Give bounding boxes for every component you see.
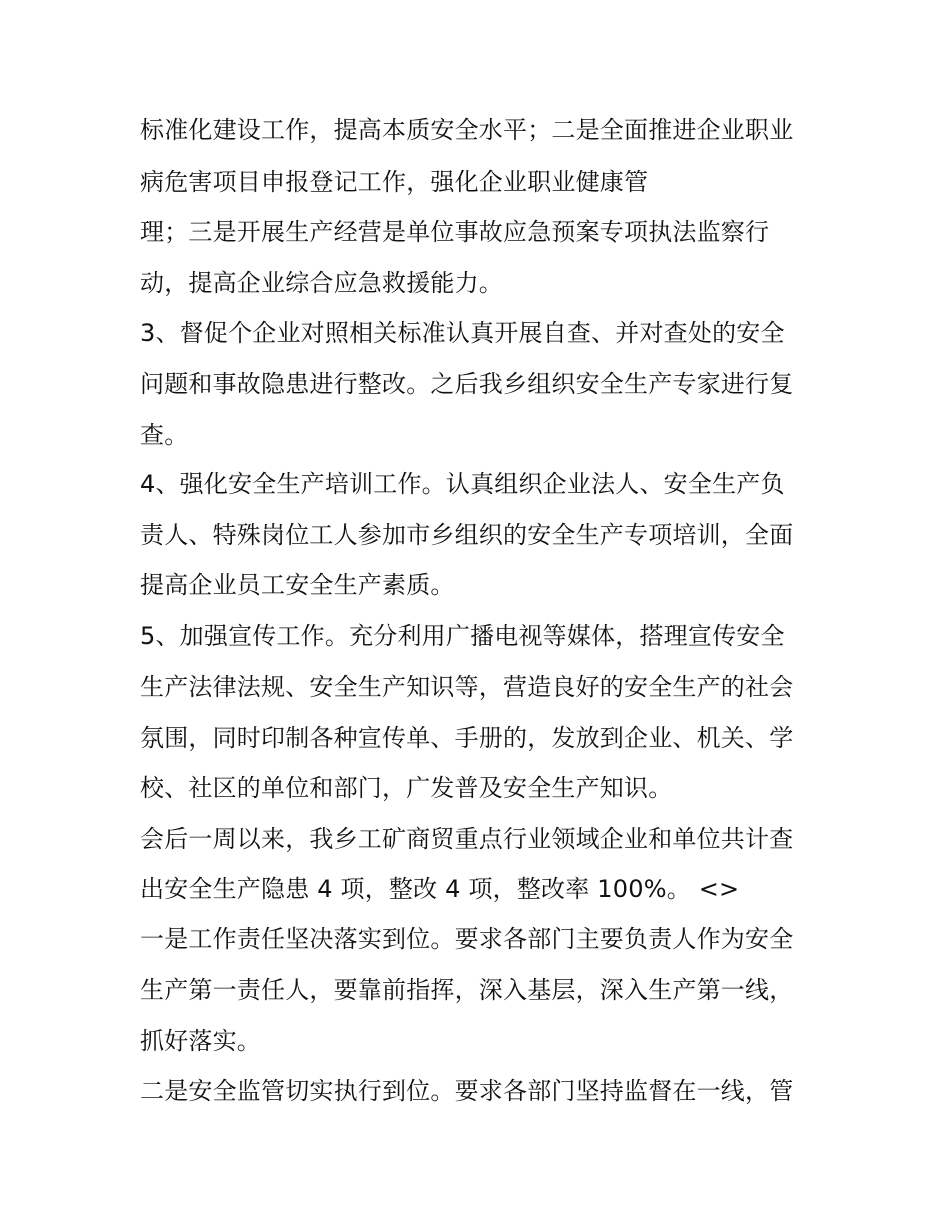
text-line: 病危害项目申报登记工作，强化企业职业健康管 <box>140 168 649 196</box>
text-line: 责人、特殊岗位工人参加市乡组织的安全生产专项培训，全面 <box>140 521 794 549</box>
text-line: 校、社区的单位和部门，广发普及安全生产知识。 <box>140 774 673 802</box>
text-line: 氛围，同时印制各种宣传单、手册的，发放到企业、机关、学 <box>140 724 794 752</box>
text-line: 动，提高企业综合应急救援能力。 <box>140 269 503 297</box>
text-line: 查。 <box>140 421 189 449</box>
text-line: 生产第一责任人，要靠前指挥，深入基层，深入生产第一线， <box>140 976 794 1004</box>
text-line: 4、强化安全生产培训工作。认真组织企业法人、安全生产负 <box>140 470 785 498</box>
text-line: 抓好落实。 <box>140 1027 261 1055</box>
text-line: 标准化建设工作，提高本质安全水平；二是全面推进企业职业 <box>140 116 794 144</box>
text-line: 会后一周以来，我乡工矿商贸重点行业领域企业和单位共计查 <box>140 825 794 853</box>
text-line: 二是安全监管切实执行到位。要求各部门坚持监督在一线，管 <box>140 1077 794 1105</box>
text-line: 5、加强宣传工作。充分利用广播电视等媒体，搭理宣传安全 <box>140 622 785 650</box>
text-line: 出安全生产隐患 4 项，整改 4 项，整改率 100%。 <> <box>140 875 740 903</box>
text-line: 提高企业员工安全生产素质。 <box>140 571 455 599</box>
text-line: 3、督促个企业对照相关标准认真开展自查、并对查处的安全 <box>140 319 785 347</box>
text-line: 理；三是开展生产经营是单位事故应急预案专项执法监察行 <box>140 218 770 246</box>
text-line: 一是工作责任坚决落实到位。要求各部门主要负责人作为安全 <box>140 925 794 953</box>
text-line: 生产法律法规、安全生产知识等，营造良好的安全生产的社会 <box>140 673 794 701</box>
text-line: 问题和事故隐患进行整改。之后我乡组织安全生产专家进行复 <box>140 370 794 398</box>
